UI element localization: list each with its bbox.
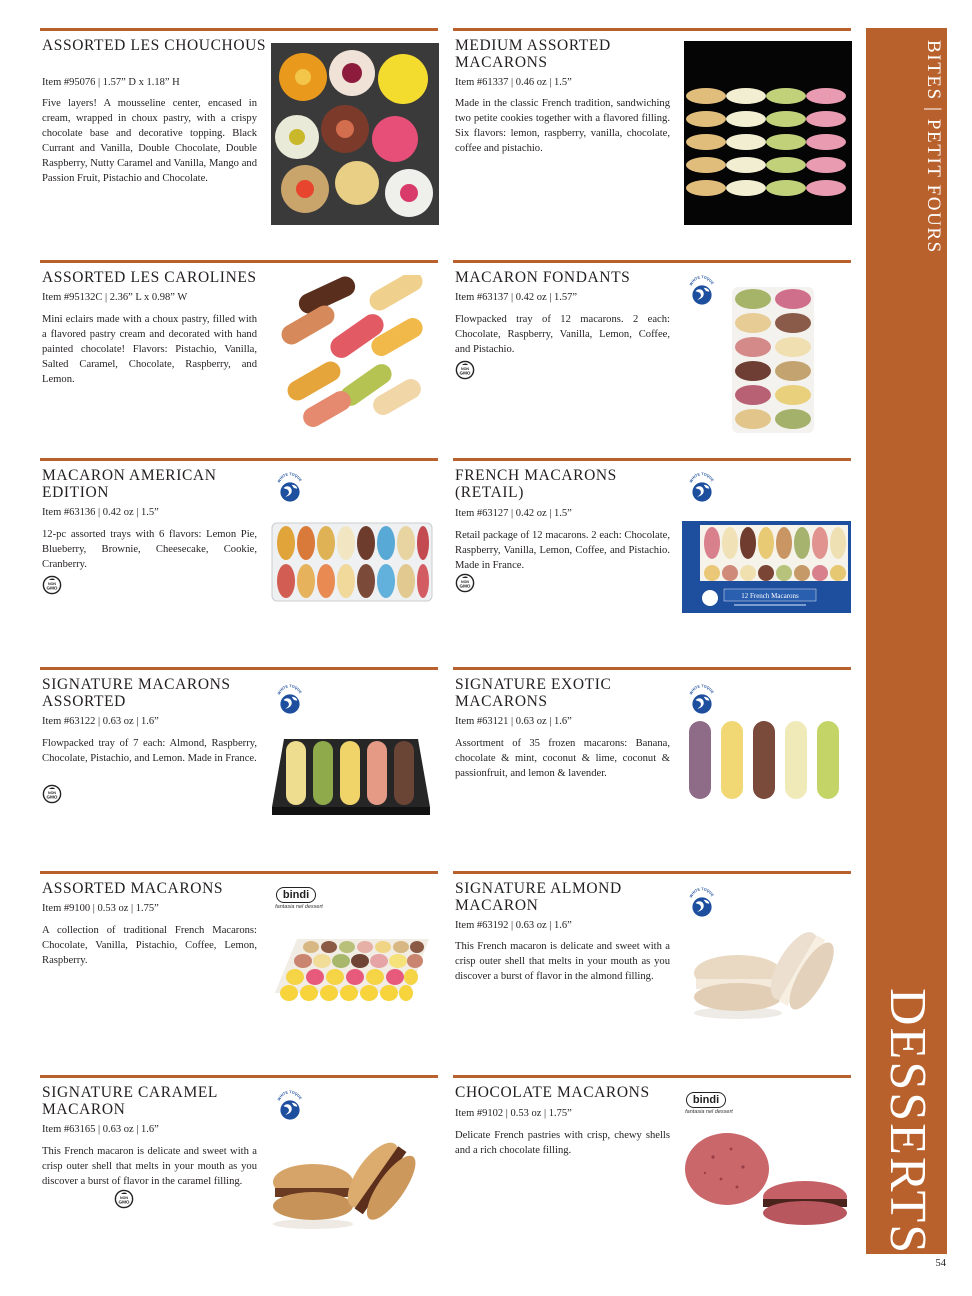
white-toque-logo-icon — [274, 684, 306, 716]
product-item-info: Item #63121 | 0.63 oz | 1.6” — [455, 716, 572, 727]
product-card-macaron-american-edition — [40, 458, 438, 618]
product-title: SIGNATURE ALMOND MACARON — [455, 880, 622, 914]
product-photo-almond-macaron — [688, 921, 848, 1021]
product-title: SIGNATURE MACARONS ASSORTED — [42, 676, 231, 710]
non-gmo-icon — [42, 575, 62, 595]
product-photo-exotic-macarons — [685, 717, 851, 803]
product-description: This French macaron is delicate and sweet with a crisp outer shell that melts in your mouth as you discover a burst of flavor in the caramel filling. — [42, 1146, 257, 1187]
bindi-logo-name: bindi — [276, 887, 316, 903]
non-gmo-icon — [455, 360, 475, 380]
non-gmo-icon — [42, 784, 62, 804]
white-toque-logo-icon — [686, 472, 718, 504]
product-card-assorted-les-carolines — [40, 260, 438, 440]
non-gmo-icon — [455, 573, 475, 593]
section-rule — [40, 28, 438, 31]
white-toque-logo-icon — [274, 472, 306, 504]
bindi-logo — [267, 887, 331, 913]
product-item-info: Item #63137 | 0.42 oz | 1.57” — [455, 292, 578, 303]
section-rule — [453, 871, 851, 874]
white-toque-logo-icon — [686, 684, 718, 716]
product-title: SIGNATURE CARAMEL MACARON — [42, 1084, 218, 1118]
product-title: CHOCOLATE MACARONS — [455, 1084, 650, 1101]
product-title: ASSORTED LES CAROLINES — [42, 269, 257, 286]
section-rule — [453, 260, 851, 263]
product-description: Made in the classic French tradition, sandwiching two petite cookies together with a flavored filling. Six flavors: lemon, raspberry, vanilla, chocolate, coffee and pistachio. — [455, 98, 670, 154]
product-photo-signature-macarons-tray — [270, 733, 432, 817]
section-rule — [40, 667, 438, 670]
bindi-logo — [677, 1092, 741, 1118]
product-description: 12-pc assorted trays with 6 flavors: Lemon Pie, Blueberry, Brownie, Cheesecake, Cookie, Cranberry. — [42, 529, 257, 570]
product-item-info: Item #63192 | 0.63 oz | 1.6” — [455, 920, 572, 931]
product-description: Assortment of 35 frozen macarons: Banana, chocolate & mint, coconut & lime, coconut & passionfruit, and lemon & lavender. — [455, 738, 670, 779]
product-description: Five layers! A mousseline center, encased in cream, wrapped in choux pastry, with a crispy chocolate base and decorative topping. Black Currant and Vanilla, Double Chocolate, Double Raspberry, Nutty Caramel and Vanilla, Mango and Passion Fruit, Pistachio and Chocolate. — [42, 98, 257, 184]
product-card-french-macarons-retail — [453, 458, 851, 618]
product-photo-macaron-stacks — [684, 41, 852, 225]
product-title: MACARON AMERICAN EDITION — [42, 467, 217, 501]
product-title: FRENCH MACARONS (RETAIL) — [455, 467, 617, 501]
product-title: ASSORTED LES CHOUCHOUS — [42, 37, 267, 54]
product-photo-assorted-macarons-tray — [271, 931, 433, 1021]
product-item-info: Item #63165 | 0.63 oz | 1.6” — [42, 1124, 159, 1135]
product-photo-chocolate-macarons — [683, 1127, 851, 1227]
product-card-signature-caramel-macaron — [40, 1075, 438, 1245]
product-description: Delicate French pastries with crisp, chewy shells and a rich chocolate filling. — [455, 1130, 670, 1156]
svg-text:12 French Macarons: 12 French Macarons — [741, 592, 799, 600]
bindi-logo-name: bindi — [686, 1092, 726, 1108]
product-card-signature-almond-macaron — [453, 871, 851, 1031]
white-toque-logo-icon — [686, 887, 718, 919]
product-item-info: Item #95076 | 1.57” D x 1.18” H — [42, 77, 180, 88]
product-photo-macaron-fondants-tray — [731, 285, 815, 437]
product-card-chocolate-macarons — [453, 1075, 851, 1245]
product-card-signature-exotic-macarons — [453, 667, 851, 827]
white-toque-logo-icon — [274, 1090, 306, 1122]
product-item-info: Item #63127 | 0.42 oz | 1.5” — [455, 508, 572, 519]
product-title: ASSORTED MACARONS — [42, 880, 224, 897]
product-description: Retail package of 12 macarons. 2 each: Chocolate, Raspberry, Vanilla, Lemon, Coffee, and Pistachio. Made in France. — [455, 530, 670, 571]
product-item-info: Item #63122 | 0.63 oz | 1.6” — [42, 716, 159, 727]
product-card-macaron-fondants — [453, 260, 851, 440]
product-item-info: Item #9100 | 0.53 oz | 1.75” — [42, 903, 159, 914]
product-photo-caramel-macaron — [271, 1130, 429, 1230]
product-description: Mini eclairs made with a choux pastry, filled with a flavored pastry cream and decorated with hand painted chocolate! Flavors: Pistachio, Vanilla, Salted Caramel, Chocolate, Raspberry, and Lemon. — [42, 314, 257, 385]
product-title: MACARON FONDANTS — [455, 269, 631, 286]
product-description: A collection of traditional French Macarons: Chocolate, Vanilla, Pistachio, Coffee, Lemon, Raspberry. — [42, 925, 257, 966]
section-label: BITES | PETIT FOURS — [923, 40, 944, 254]
product-item-info: Item #63136 | 0.42 oz | 1.5” — [42, 507, 159, 518]
product-photo-american-edition-tray — [271, 521, 433, 603]
product-photo-eclairs — [271, 275, 431, 427]
product-card-signature-macarons-assorted — [40, 667, 438, 827]
bindi-logo-tagline: fantasia nel dessert — [685, 1109, 733, 1115]
product-description: Flowpacked tray of 7 each: Almond, Raspberry, Chocolate, Pistachio, and Lemon. Made in France. — [42, 738, 257, 764]
product-photo-retail-macaron-box — [682, 521, 851, 613]
section-rule — [453, 1075, 851, 1078]
product-photo-chouchous — [271, 43, 439, 225]
category-title: DESSERTS — [879, 988, 936, 1256]
product-description: This French macaron is delicate and sweet with a crisp outer shell that melts in your mouth as you discover a burst of flavor in the almond filling. — [455, 941, 670, 982]
section-rule — [40, 871, 438, 874]
page-number: 54 — [935, 1258, 946, 1269]
product-item-info: Item #95132C | 2.36” L x 0.98” W — [42, 292, 188, 303]
product-item-info: Item #9102 | 0.53 oz | 1.75” — [455, 1108, 572, 1119]
category-sidebar — [866, 28, 947, 1254]
product-title: SIGNATURE EXOTIC MACARONS — [455, 676, 612, 710]
product-card-assorted-les-chouchous — [40, 28, 438, 228]
bindi-logo-tagline: fantasia nel dessert — [275, 904, 323, 910]
product-item-info: Item #61337 | 0.46 oz | 1.5” — [455, 77, 572, 88]
product-description: Flowpacked tray of 12 macarons. 2 each: Chocolate, Raspberry, Vanilla, Lemon, Coffee, and Pistachio. — [455, 314, 670, 355]
section-rule — [453, 458, 851, 461]
section-rule — [40, 458, 438, 461]
section-rule — [40, 260, 438, 263]
white-toque-logo-icon — [686, 275, 718, 307]
non-gmo-icon — [114, 1189, 134, 1209]
section-rule — [453, 28, 851, 31]
product-title: MEDIUM ASSORTED MACARONS — [455, 37, 611, 71]
product-card-medium-assorted-macarons — [453, 28, 851, 228]
section-rule — [40, 1075, 438, 1078]
section-rule — [453, 667, 851, 670]
product-card-assorted-macarons — [40, 871, 438, 1031]
